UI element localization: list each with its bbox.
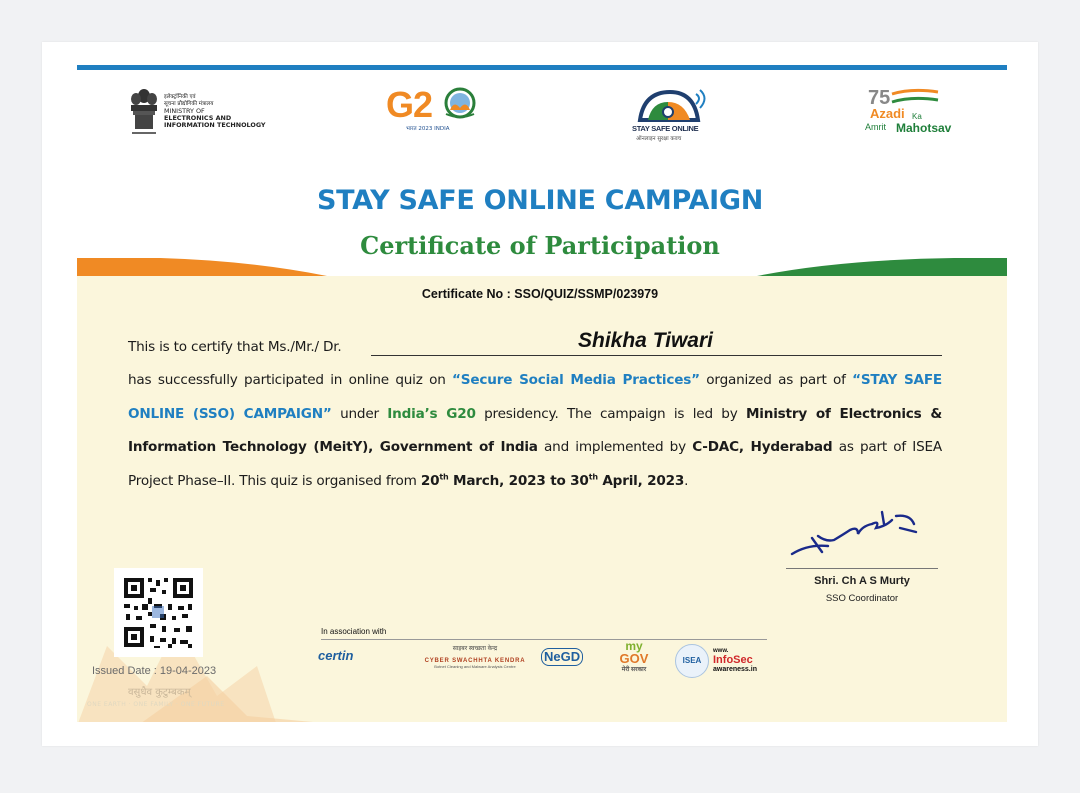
ministry-hindi-1: इलेक्ट्रॉनिकी एवं [164, 94, 196, 100]
cyber-hindi-text: साइबर स्वच्छता केन्द्र [452, 646, 498, 652]
recipient-name: Shikha Tiwari [578, 329, 713, 352]
ministry-name: Ministry of Electronics & Information Technology (MeitY), Government of India [128, 405, 942, 455]
body-text-2: organized as part of [699, 372, 853, 388]
quiz-name: “Secure Social Media Practices” [452, 372, 700, 388]
azadi-text: Azadi [870, 106, 905, 121]
body-text-3: under [331, 405, 388, 422]
azadi-ka-text: Ka [912, 112, 922, 121]
sso-logo-text: STAY SAFE ONLINE [632, 124, 699, 133]
body-text-1: has successfully participated in online quiz on [128, 372, 453, 388]
certificate-body [128, 364, 942, 498]
g20-lotus-earth-icon [440, 86, 480, 124]
infosec-main-text: InfoSec [713, 654, 753, 666]
start-day-suffix: th [439, 471, 449, 481]
signature-line [786, 568, 938, 569]
sso-logo-subtext: ऑनलाइन सुरक्षा कवच [636, 136, 682, 142]
ministry-line-1: MINISTRY OF [164, 107, 205, 115]
body-text-5: and implemented by [537, 439, 693, 455]
infosec-www-text: www. [713, 648, 729, 654]
azadi-ka-amrit-mahotsav-logo [862, 86, 962, 140]
isea-logo: ISEA [675, 644, 709, 678]
association-divider [321, 639, 767, 640]
national-emblem-icon [127, 86, 161, 138]
campaign-name: “STAY SAFE ONLINE (SSO) CAMPAIGN” [128, 372, 943, 422]
g20-subtext: भारत 2023 INDIA [406, 126, 450, 132]
top-blue-bar [77, 65, 1007, 70]
cyber-swachhta-kendra-logo [418, 644, 532, 669]
issued-date: Issued Date : 19-04-2023 [92, 665, 217, 677]
sso-shield-wifi-icon [634, 86, 714, 124]
end-date-rest: April, 2023 [597, 472, 685, 489]
azadi-75-flag-icon [868, 86, 940, 108]
infosec-awareness-text: awareness.in [713, 666, 757, 673]
stay-safe-online-logo [624, 86, 720, 146]
svg-text:75: 75 [868, 87, 891, 108]
cdac-name: C-DAC, Hyderabad [692, 439, 833, 455]
certificate-title: STAY SAFE ONLINE CAMPAIGN [317, 185, 763, 216]
certin-logo: certin [318, 648, 354, 663]
g20-motto-hindi: वसुधैव कुटुम्बकम् [128, 687, 191, 698]
mygov-logo [611, 640, 657, 673]
cyber-sub-text: Botnet Cleaning and Malware Analysis Centre [434, 664, 516, 669]
body-text-4: presidency. The campaign is led by [475, 405, 746, 422]
tricolor-band [77, 258, 1007, 276]
ministry-logo-text [164, 94, 274, 129]
mygov-hindi-text: मेरी सरकार [621, 667, 647, 673]
ministry-hindi-2: सूचना प्रौद्योगिकी मंत्रालय [164, 101, 214, 107]
body-text-6: as part of ISEA Project Phase–II. This quiz is organised from [128, 439, 942, 489]
g20-text: G2 [386, 84, 433, 125]
certificate-subtitle: Certificate of Participation [360, 231, 720, 260]
association-label: In association with [321, 627, 387, 636]
signatory-name: Shri. Ch A S Murty [814, 575, 910, 587]
g20-motto: ONE EARTH · ONE FAMILY · ONE FUTURE [87, 701, 225, 708]
name-underline [371, 355, 942, 356]
qr-code [114, 568, 203, 657]
start-day: 20 [420, 472, 440, 489]
signature-image [788, 506, 918, 562]
certificate-number: Certificate No : SSO/QUIZ/SSMP/023979 [421, 287, 659, 301]
infosec-awareness-logo [713, 648, 769, 674]
mygov-gov-text: GOV [619, 651, 649, 666]
amrit-text: Amrit [865, 122, 886, 132]
ministry-line-2: ELECTRONICS AND [164, 114, 232, 122]
g20-presidency: India’s G20 [387, 405, 476, 422]
cyber-main-text: CYBER SWACHHTA KENDRA [424, 658, 526, 664]
date-range-middle: March, 2023 to 30 [448, 472, 589, 489]
mygov-my-text: my [625, 639, 643, 653]
mahotsav-text: Mahotsav [896, 121, 952, 135]
body-text-7: . [684, 472, 689, 489]
signatory-role: SSO Coordinator [825, 593, 899, 604]
ministry-line-3: INFORMATION TECHNOLOGY [164, 121, 266, 129]
quiz-dates [421, 473, 684, 489]
end-day-suffix: th [588, 471, 598, 481]
g20-logo [386, 84, 482, 136]
negd-logo: NeGD [541, 648, 583, 666]
recipient-prefix: This is to certify that Ms./Mr./ Dr. [128, 339, 342, 355]
